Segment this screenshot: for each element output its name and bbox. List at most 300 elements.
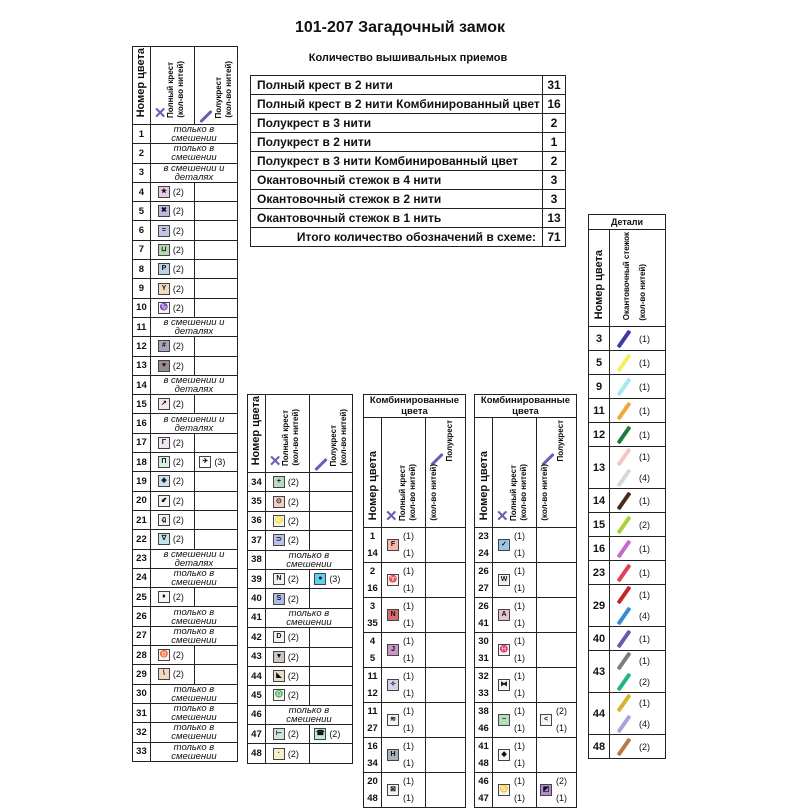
summary-table [250,75,566,247]
full-cross-cell [265,511,309,530]
usage-note: только в смешении [150,125,237,144]
half-cross-cell [537,598,577,633]
color-number: 48 [248,744,266,763]
color-number: 16 [589,537,610,561]
thread-count: (2) [287,748,299,759]
usage-note: в смешении и деталях [150,549,237,568]
edge-stitch-cell [610,537,666,561]
thread-counts [514,633,525,667]
half-cross-cell [195,240,238,259]
thread-count: (1) [639,495,650,506]
half-cross-sub-header: (кол-во нитей) [339,409,349,466]
thread-count: (2) [287,632,299,643]
details-header: Детали [589,215,666,230]
thread-count: (1) [403,618,415,629]
color-number-header: Номер цвета [250,395,263,465]
full-cross-cell [150,221,194,240]
full-cross-cell [265,531,309,550]
stitch-line-icon [617,377,632,396]
full-cross-cell [150,279,194,298]
color-number: 5 [133,202,151,221]
thread-count: (2) [172,669,184,680]
color-row [133,510,238,529]
thread-count: (2) [287,593,299,604]
thread-count: (1) [639,543,650,554]
combined-row [475,633,577,651]
color-number: 10 [133,298,151,317]
thread-count: (1) [639,698,650,709]
detail-row [589,375,666,399]
thread-count: (1) [639,429,650,440]
color-number: 29 [133,665,151,684]
color-number: 11 [364,668,382,686]
color-row [133,221,238,240]
stitch-symbol: ★ [158,186,170,198]
half-cross-sub-header: (кол-во нитей) [429,464,439,522]
stitch-symbol: ◈ [158,475,170,487]
thread-count: (1) [514,706,526,717]
color-number: 39 [248,569,266,588]
half-cross-cell [195,298,238,317]
thread-count: (2) [172,206,184,217]
thread-counts [514,563,525,597]
combined-row [364,633,466,651]
full-cross-cell [150,202,194,221]
page-title: 101-207 Загадочный замок [294,19,506,36]
stitch-line-icon [617,737,632,756]
full-cross-cell [150,472,194,491]
full-cross-cell [382,668,426,703]
thread-count: (1) [639,357,650,368]
color-row [248,511,353,530]
color-number: 11 [589,399,610,423]
half-cross-cell [195,182,238,201]
half-cross-cell [310,473,353,492]
detail-row [589,513,666,537]
edge-stitch-cell [610,561,666,585]
summary-label: Полный крест в 2 нити Комбинированный цвет [251,95,543,114]
thread-count: (2) [639,519,650,530]
stitch-symbol: N [273,573,285,585]
edge-stitch-cell [610,375,666,399]
color-number: 21 [133,510,151,529]
color-number: 5 [364,650,382,668]
thread-counts [514,738,525,772]
full-cross-cell [150,260,194,279]
detail-row [589,561,666,585]
full-cross-sub-header: (кол-во нитей) [176,61,186,118]
color-number: 29 [589,585,610,627]
color-number: 46 [475,773,493,791]
color-number: 44 [248,666,266,685]
detail-row [589,537,666,561]
thread-count: (1) [403,723,415,734]
color-row [133,626,238,645]
full-cross-cell [265,473,309,492]
color-number: 20 [133,491,151,510]
summary-row [251,171,566,190]
half-cross-cell [537,703,577,738]
color-number: 24 [475,545,493,563]
full-cross-cell [150,337,194,356]
edge-stitch-cell [610,399,666,423]
half-cross-cell [310,511,353,530]
color-number: 42 [248,628,266,647]
color-row [133,723,238,742]
color-number: 38 [475,703,493,721]
detail-row [589,585,666,606]
thread-count: (1) [403,636,415,647]
full-cross-header: Полный крест [281,410,291,466]
combined-row [364,528,466,546]
full-cross-cell [150,240,194,259]
color-row [133,684,238,703]
thread-count: (2) [172,225,184,236]
thread-count: (2) [172,399,184,410]
summary-label: Полукрест в 3 нити Комбинированный цвет [251,152,543,171]
color-number-header: Номер цвета [366,450,379,521]
full-cross-cell [150,530,194,549]
thread-counts [514,668,525,702]
combined-row [475,668,577,686]
color-number: 14 [364,545,382,563]
full-cross-header: Полный крест [508,465,518,522]
color-row [248,628,353,647]
color-row [248,666,353,685]
stitch-line-icon [617,586,632,605]
half-cross-header: Полукрест [556,420,566,462]
color-row [133,703,238,722]
stitch-symbol: # [158,340,170,352]
full-cross-icon: ✕ [385,508,398,526]
edge-stitch-sub-header: (кол-во нитей) [638,263,647,321]
half-cross-cell [195,356,238,375]
stitch-line-icon [617,469,632,488]
color-row [133,144,238,163]
stitch-symbol: \ [158,668,170,680]
thread-count: (2) [287,477,299,488]
color-row [248,744,353,763]
detail-row [589,423,666,447]
full-cross-cell [265,492,309,511]
summary-label: Окантовочный стежок в 4 нити [251,171,543,190]
color-row [248,686,353,705]
half-cross-cell [310,686,353,705]
color-number-header: Номер цвета [135,47,148,117]
full-cross-cell [493,738,537,773]
summary-row [251,209,566,228]
summary-label: Окантовочный стежок в 1 нить [251,209,543,228]
edge-stitch-cell [610,606,666,627]
full-cross-cell [382,563,426,598]
stitch-line-icon [617,491,632,510]
color-number: 26 [475,598,493,616]
full-cross-cell [265,647,309,666]
thread-count: (2) [287,574,299,585]
color-number: 19 [133,472,151,491]
color-row [133,472,238,491]
full-cross-cell [493,563,537,598]
color-number: 1 [364,528,382,546]
color-number: 11 [364,703,382,721]
color-number: 18 [133,453,151,472]
full-cross-cell [265,589,309,608]
thread-count: (4) [639,610,650,621]
color-number: 28 [133,646,151,665]
half-cross-cell [195,395,238,414]
summary-row [251,152,566,171]
stitch-line-icon [617,694,632,713]
thread-count: (2) [172,187,184,198]
thread-count: (1) [403,566,415,577]
color-row [248,705,353,724]
color-number: 43 [248,647,266,666]
usage-note: в смешении и деталях [150,414,237,433]
edge-stitch-cell [610,489,666,513]
thread-count: (3) [214,457,226,468]
half-cross-cell [310,589,353,608]
color-row [133,742,238,761]
combined-row [475,563,577,581]
half-cross-cell [195,646,238,665]
color-row [248,647,353,666]
summary-label: Полукрест в 3 нити [251,114,543,133]
thread-count: (1) [514,671,526,682]
color-row [133,260,238,279]
color-number: 8 [133,260,151,279]
half-cross-cell [310,531,353,550]
full-cross-cell [382,738,426,773]
thread-count: (1) [639,633,650,644]
stitch-symbol: ⊔ [158,244,170,256]
thread-count: (1) [514,618,526,629]
half-cross-cell [195,337,238,356]
full-cross-cell [150,433,194,452]
summary-total-value: 71 [543,228,566,247]
color-number: 41 [248,608,266,627]
half-cross-cell [310,744,353,763]
half-cross-cell [195,221,238,240]
summary-value: 2 [543,152,566,171]
color-number: 15 [589,513,610,537]
detail-row [589,735,666,759]
edge-stitch-cell [610,693,666,714]
usage-note: только в смешении [265,550,352,569]
color-row [133,433,238,452]
color-number: 26 [475,563,493,581]
thread-counts [556,773,567,807]
stitch-symbol: ⊃ [273,534,285,546]
stitch-symbol: ♉ [158,649,170,661]
thread-count: (1) [514,688,526,699]
color-number: 41 [475,738,493,756]
half-cross-cell [426,598,466,633]
edge-stitch-header: Окантовочный стежок [622,232,631,321]
thread-count: (2) [172,360,184,371]
stitch-symbol: S [273,593,285,605]
color-number: 15 [133,395,151,414]
summary-label: Полукрест в 2 нити [251,133,543,152]
combined-row [364,563,466,581]
combined-row [475,738,577,756]
color-number: 2 [133,144,151,163]
thread-counts [403,668,414,702]
summary-value: 16 [543,95,566,114]
color-number: 46 [248,705,266,724]
half-cross-header: Полукрест [445,420,455,462]
color-number: 33 [133,742,151,761]
thread-count: (2) [172,283,184,294]
thread-count: (1) [556,793,568,804]
color-row [133,530,238,549]
usage-note: только в смешении [150,742,237,761]
thread-counts [403,773,414,807]
thread-count: (2) [287,535,299,546]
thread-count: (1) [403,793,415,804]
color-number: 3 [133,163,151,182]
full-cross-sub-header: (кол-во нитей) [291,409,301,466]
color-number: 11 [133,317,151,336]
full-cross-cell [382,598,426,633]
half-cross-cell [310,492,353,511]
color-number-header: Номер цвета [593,249,605,320]
color-number: 35 [248,492,266,511]
full-cross-sub-header: (кол-во нитей) [407,464,417,522]
thread-count: (1) [514,531,526,542]
stitch-symbol: ∇ [158,533,170,545]
color-number: 48 [589,735,610,759]
half-cross-cell [310,647,353,666]
color-row [133,395,238,414]
usage-note: только в смешении [265,608,352,627]
half-cross-cell [537,668,577,703]
stitch-symbol: ✧ [387,679,399,691]
color-row [133,665,238,684]
details-table [588,214,666,759]
edge-stitch-cell [610,651,666,672]
color-row [133,453,238,472]
combined-row [364,703,466,721]
full-cross-icon: ✕ [153,105,167,122]
thread-count: (2) [287,515,299,526]
stitch-symbol: < [540,714,552,726]
color-number: 43 [589,651,610,693]
thread-counts [514,703,525,737]
stitch-symbol: A [498,609,510,621]
thread-count: (1) [639,567,650,578]
half-cross-cell [195,491,238,510]
color-number: 6 [133,221,151,240]
half-cross-cell [195,472,238,491]
color-number: 40 [248,589,266,608]
color-number: 24 [133,568,151,587]
color-row [133,491,238,510]
color-number: 1 [133,125,151,144]
thread-counts [514,773,525,807]
color-row [133,337,238,356]
edge-stitch-cell [610,672,666,693]
thread-count: (1) [556,723,568,734]
stitch-symbol: D [273,631,285,643]
stitch-symbol: ✓ [498,539,510,551]
thread-count: (2) [172,495,184,506]
color-number: 2 [364,563,382,581]
color-row [133,568,238,587]
thread-count: (4) [639,718,650,729]
half-cross-cell [195,433,238,452]
half-cross-cell [537,738,577,773]
full-cross-cell [493,773,537,808]
color-row [248,531,353,550]
full-cross-cell [150,510,194,529]
color-number: 16 [133,414,151,433]
color-number: 44 [589,693,610,735]
full-cross-cell [493,668,537,703]
color-row [133,298,238,317]
color-row [133,279,238,298]
color-number: 33 [475,685,493,703]
color-number: 48 [475,755,493,773]
usage-note: только в смешении [150,703,237,722]
stitch-line-icon [617,673,632,692]
full-cross-header: Полный крест [166,62,176,118]
combined-row [475,773,577,791]
stitch-line-icon [617,401,632,420]
stitch-line-icon [617,563,632,582]
thread-count: (1) [514,723,526,734]
half-cross-cell [195,530,238,549]
half-cross-cell [537,528,577,563]
color-number: 16 [364,580,382,598]
stitch-symbol: ✖ [158,205,170,217]
stitch-symbol: ♥ [158,360,170,372]
thread-count: (2) [172,476,184,487]
thread-count: (2) [556,776,568,787]
summary-label: Окантовочный стежок в 2 нити [251,190,543,209]
full-cross-cell [150,356,194,375]
stitch-line-icon [617,515,632,534]
full-cross-cell [150,588,194,607]
half-cross-cell [426,773,466,808]
half-cross-cell [426,563,466,598]
thread-count: (1) [403,706,415,717]
combined-row [475,703,577,721]
thread-count: (1) [639,590,650,601]
color-row [133,317,238,336]
usage-note: в смешении и деталях [150,317,237,336]
half-cross-cell [537,633,577,668]
stitch-symbol: ♑ [158,302,170,314]
color-number: 23 [475,528,493,546]
color-table-1 [132,46,238,762]
stitch-symbol: Γ [158,437,170,449]
thread-count: (2) [556,706,568,717]
combined-header: Комбинированные цвета [475,395,577,418]
thread-count: (1) [403,548,415,559]
full-cross-icon: ✕ [268,453,282,470]
stitch-symbol: ♎ [273,689,285,701]
thread-count: (1) [403,688,415,699]
stitch-line-icon [617,652,632,671]
color-number: 9 [589,375,610,399]
half-cross-cell [537,563,577,598]
full-cross-cell [265,744,309,763]
color-number: 23 [133,549,151,568]
color-row [248,589,353,608]
thread-count: (1) [639,452,650,463]
stitch-symbol: P [158,263,170,275]
stitch-symbol: J [387,644,399,656]
